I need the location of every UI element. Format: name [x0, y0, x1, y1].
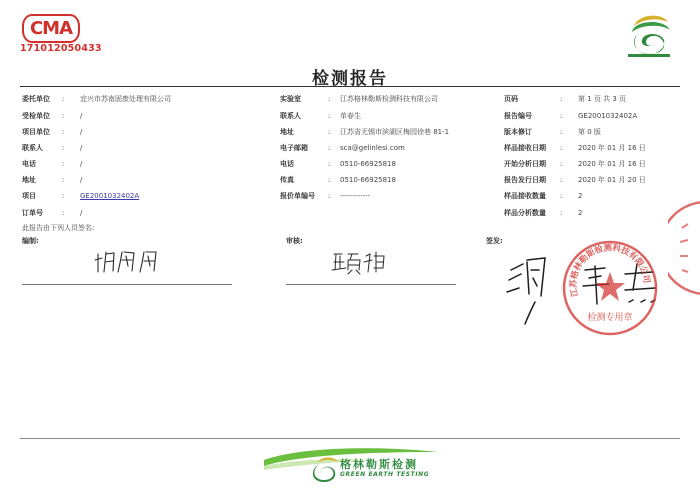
field-label: 订单号 — [22, 209, 43, 217]
field-colon: : — [560, 144, 563, 152]
editor-label: 编制: — [22, 237, 39, 245]
footer-divider — [20, 438, 680, 439]
field-label: 委托单位 — [22, 95, 50, 103]
field-colon: : — [62, 95, 65, 103]
field-colon: : — [560, 192, 563, 200]
field-colon: : — [328, 160, 331, 168]
field-colon: : — [328, 176, 331, 184]
field-colon: : — [62, 176, 65, 184]
field-value: / — [80, 128, 83, 136]
field-colon: : — [560, 160, 563, 168]
field-value: 0510-66925818 — [340, 160, 396, 168]
field-label: 样品分析数量 — [504, 209, 546, 217]
field-value: 2020 年 01 月 20 日 — [578, 176, 646, 184]
field-label: 地址 — [280, 128, 294, 136]
field-label: 受检单位 — [22, 112, 50, 120]
field-colon: : — [560, 95, 563, 103]
field-value: / — [80, 112, 83, 120]
field-label: 传真 — [280, 176, 294, 184]
field-label: 报价单编号 — [280, 192, 315, 200]
field-value: 2020 年 01 月 16 日 — [578, 160, 646, 168]
field-label: 页码 — [504, 95, 518, 103]
title-divider — [20, 86, 680, 87]
field-colon: : — [560, 112, 563, 120]
field-colon: : — [328, 144, 331, 152]
field-colon: : — [328, 95, 331, 103]
field-label: 实验室 — [280, 95, 301, 103]
field-value: / — [80, 144, 83, 152]
company-logo-icon — [624, 10, 674, 58]
editor-signature-line — [22, 284, 232, 285]
project-link[interactable]: GE2001032402A — [80, 192, 140, 200]
field-colon: : — [62, 128, 65, 136]
reviewer-signature — [330, 246, 390, 276]
field-value: 2 — [578, 192, 583, 200]
signature-intro: 此报告由下列人员签名: — [22, 224, 95, 232]
field-label: 样品接收数量 — [504, 192, 546, 200]
field-label: 版本修订 — [504, 128, 532, 136]
svg-text:江苏格林勒斯检测科技有限公司: 江苏格林勒斯检测科技有限公司 — [567, 242, 653, 298]
field-value: 第 1 页 共 3 页 — [578, 95, 627, 103]
reviewer-label: 审核: — [286, 237, 303, 245]
field-label: 电话 — [22, 160, 36, 168]
approver-label: 签发: — [486, 237, 503, 245]
report-number-value: GE2001032402A — [578, 112, 638, 120]
field-value: 0510-66925818 — [340, 176, 396, 184]
field-value: / — [80, 209, 83, 217]
field-value: ------------ — [340, 192, 371, 200]
field-colon: : — [62, 144, 65, 152]
footer-brand-cn: 格林勒斯检测 — [340, 458, 418, 471]
lab-name-value: 江苏格林勒斯检测科技有限公司 — [340, 95, 438, 103]
email-value: sca@gelinlesi.com — [340, 144, 405, 152]
field-value: / — [80, 160, 83, 168]
field-colon: : — [62, 209, 65, 217]
field-colon: : — [328, 112, 331, 120]
field-colon: : — [560, 176, 563, 184]
field-colon: : — [560, 209, 563, 217]
field-label: 开始分析日期 — [504, 160, 546, 168]
field-value: 2020 年 01 月 16 日 — [578, 144, 646, 152]
reviewer-signature-line — [286, 284, 456, 285]
field-label: 联系人 — [22, 144, 43, 152]
field-colon: : — [62, 160, 65, 168]
field-label: 电话 — [280, 160, 294, 168]
field-label: 报告发行日期 — [504, 176, 546, 184]
field-value: 第 0 版 — [578, 128, 601, 136]
field-label: 报告编号 — [504, 112, 532, 120]
client-name-value: 宜兴市苏南固废处理有限公司 — [80, 95, 171, 103]
field-colon: : — [62, 112, 65, 120]
field-label: 样品接收日期 — [504, 144, 546, 152]
editor-signature — [92, 244, 172, 278]
field-label: 地址 — [22, 176, 36, 184]
field-colon: : — [62, 192, 65, 200]
field-label: 电子邮箱 — [280, 144, 308, 152]
svg-text:检测专用章: 检测专用章 — [587, 313, 633, 323]
field-value: / — [80, 176, 83, 184]
footer-brand-en: GREEN EARTH TESTING — [340, 471, 430, 478]
cma-certificate-number: 171012050433 — [20, 43, 102, 54]
field-value: 单春生 — [340, 112, 361, 120]
report-title: 检测报告 — [312, 69, 388, 89]
field-colon: : — [328, 192, 331, 200]
field-value: 2 — [578, 209, 583, 217]
official-stamp — [560, 238, 660, 338]
cma-logo: CMA — [22, 14, 80, 43]
field-label: 联系人 — [280, 112, 301, 120]
partial-stamp — [668, 198, 700, 298]
field-label: 项目单位 — [22, 128, 50, 136]
field-label: 项目 — [22, 192, 36, 200]
field-value: 江苏省无锡市滨湖区梅园徐巷 81-1 — [340, 128, 450, 136]
field-colon: : — [328, 128, 331, 136]
field-colon: : — [560, 128, 563, 136]
